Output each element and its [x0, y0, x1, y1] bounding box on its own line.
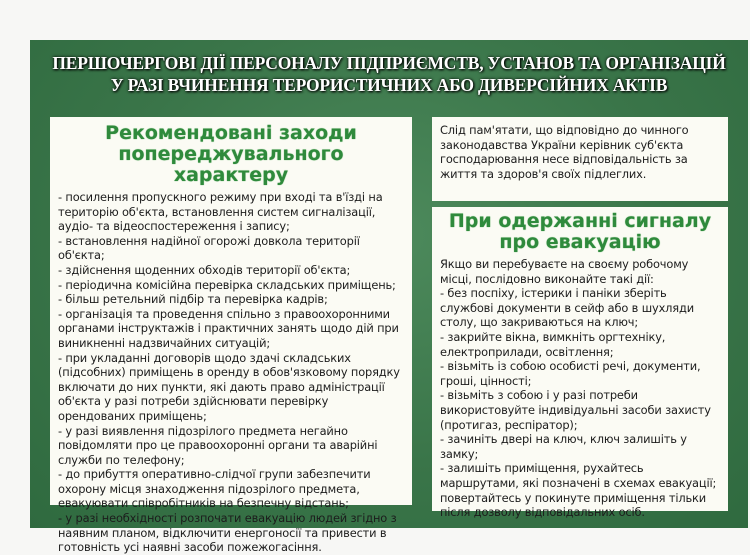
evacuation-list: [440, 257, 720, 520]
list-item: - без поспіху, істерики і паніки зберіть службові документи в сейф або в шухляди столу, що закриваються на ключ;: [440, 286, 694, 330]
list-item: - залишіть приміщення, рухайтесь маршрутами, які позначені в схемах евакуації; повертайтесь у покинуте приміщення тільки після дозволу відповідальних осіб.: [440, 461, 717, 520]
list-item: - посилення пропускного режиму при вході та в'їзді на територію об'єкта, встановлення систем сигналізації, аудіо- та відеоспостереження і запису;: [58, 190, 383, 234]
list-item: - до прибуття оперативно-слідчої групи забезпечити охорону місця знаходження підозрілого предмета, евакуювати співробітників на безпечну відстань;: [58, 467, 371, 511]
list-item: - зачиніть двері на ключ, ключ залишіть у замку;: [440, 432, 687, 461]
list-item: - у разі необхідності розпочати евакуацію людей згідно з наявним планом, відключити енергоносії та привести в готовність усі наявні засоби пожежогасіння.: [58, 511, 397, 555]
preventive-measures-box: [50, 117, 412, 555]
list-item: - візьміть із собою особисті речі, документи, гроші, цінності;: [440, 359, 701, 388]
heading-line: попереджувального характеру: [118, 143, 344, 186]
list-item: - візьміть з собою і у разі потреби використовуйте індивідуальні засоби захисту (протигаз, респіратор);: [440, 388, 711, 432]
heading-line: При одержанні сигналу: [448, 210, 712, 232]
preventive-measures-heading: [58, 123, 404, 186]
list-item: - у разі виявлення підозрілого предмета негайно повідомляти про це правоохоронні органи та аварійні служби по телефону;: [58, 423, 378, 467]
heading-line: про евакуацію: [499, 231, 661, 253]
evacuation-heading: [440, 211, 720, 253]
responsibility-note-box: [432, 117, 728, 201]
list-item: - організація та проведення спільно з правоохоронними органами інструктажів і практичних занять щодо дій при виникненні надзвичайних ситуацій;: [58, 306, 399, 350]
preventive-measures-list: [58, 190, 404, 555]
list-item: - здійснення щоденних обходів території об'єкта;: [58, 262, 351, 277]
list-item: Якщо ви перебуваєте на своєму робочому місці, послідовно виконайте такі дії:: [440, 257, 689, 286]
poster-panel: [30, 40, 748, 555]
list-item: - закрийте вікна, вимкніть оргтехніку, електроприлади, освітлення;: [440, 329, 666, 359]
list-item: - при укладанні договорів щодо здачі складських (підсобних) приміщень в оренду в обов'язковому порядку включати до них пункти, які дають право адміністрації об'єкта у разі потреби здійснювати перевірку орендованих приміщень;: [58, 350, 400, 423]
title-line-2: У РАЗІ ВЧИНЕННЯ ТЕРОРИСТИЧНИХ АБО ДИВЕРСІЙНИХ АКТІВ: [110, 75, 668, 95]
title-line-1: ПЕРШОЧЕРГОВІ ДІЇ ПЕРСОНАЛУ ПІДПРИЄМСТВ, УСТАНОВ ТА ОРГАНІЗАЦІЙ: [52, 53, 726, 73]
list-item: - періодична комісійна перевірка складських приміщень;: [58, 277, 396, 292]
list-item: - встановлення надійної огорожі довкола території об'єкта;: [58, 233, 360, 263]
list-item: - більш ретельний підбір та перевірка кадрів;: [58, 292, 328, 307]
poster-title: [30, 52, 748, 96]
responsibility-note: Слід пам'ятати, що відповідно до чинного законодавства України керівник суб'єкта господарювання несе відповідальність за життя та здоров'я своїх підлеглих.: [440, 123, 689, 181]
heading-line: Рекомендовані заходи: [105, 122, 357, 144]
evacuation-box: [432, 207, 728, 520]
